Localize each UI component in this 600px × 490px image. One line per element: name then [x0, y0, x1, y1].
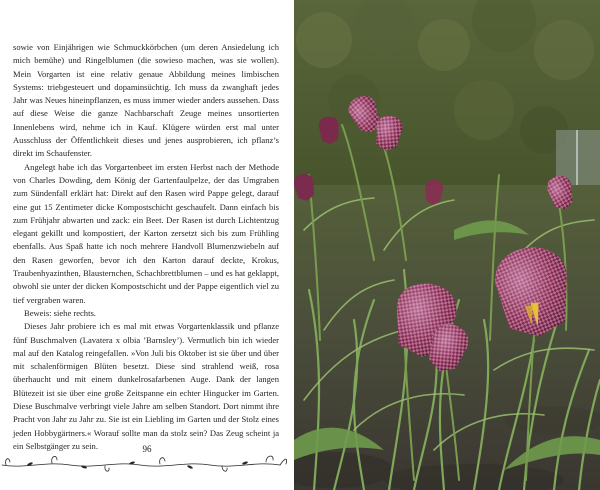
paragraph-2: Angelegt habe ich das Vorgartenbeet im ersten Herbst nach der Methode von Charles Dowding, dem König der Gartenfaulpelze, der das Umgraben zum Sündenfall erklärt hat: Direkt auf den Rasen wird Pappe gelegt, darauf eine gut 15 Zentimeter dicke Kompostschicht geschaufelt. Dann einfach bis zum Frühjahr abwarten und zack: ein Beet. Der Rasen ist durch Lichtentzug elegant gekillt und kompostiert, der Karton zersetzt sich bis zum Frühling ebenfalls. Aus Spaß hatte ich noch mehrere Handvoll Blumenzwiebeln auf den Rasen geworfen, bevor ich den Karton darauf deckte, Krokus, Traubenhyazinthen, Blausternchen, Schachbrettblumen – und es hat geklappt, obwohl sie unter der dicken Kompostschicht und der Pappe eigentlich viel zu tief vergraben waren.: [13, 161, 279, 305]
paragraph-4: Dieses Jahr probiere ich es mal mit etwas Vorgartenklassik und pflanze fünf Buschmalven (Lavatera x olbia ’Barnsley’). Vermutlich bin ich wieder mal auf den Katalog reingefallen. »Von Juli bis Oktober ist sie über und über mit schalenförmigen Blüten besetzt. Diese sind strahlend weiß, rosa überhaucht und mit einem dunkelrosafarbenen Auge. Dank der langen Blütezeit ist sie über eine große Zeitspanne ein echter Hingucker im Garten. Diese Buschmalve verbringt viele Jahre am selben Standort. Dort nimmt ihre Pracht von Jahr zu Jahr zu. Sie ist ein Liebling im Garten und der Stolz eines jeden Hobbygärtners.« Worauf sollte man da stolz sein? Das Zeug scheint ja ein Selbstgänger zu sein.: [13, 321, 279, 451]
vine-flourish-icon: [0, 446, 294, 476]
paragraph-1: sowie von Einjährigen wie Schmuckkörbchen (um deren Ansiedelung ich mich bemühe) und Ringelblumen (die sowieso machen, was sie wollen). Mein Vorgarten ist eine relativ genaue Abbildung meines limbischen Systems: triebgesteuert und dopaminsüchtig. Ich muss da zwanghaft jedes Jahr was Neues hineinpflanzen, es muss immer wieder anders aussehen. Dass auf diese Weise die ganze Nachbarschaft Zeuge meines unsortierten Innenlebens wird, nehme ich in Kauf. Klügere würden erst mal unter Ausschluss der Öffentlichkeit dieses und jenes ausprobieren, ich pflanz’s direkt im Schaufenster.: [13, 42, 279, 159]
body-text: [13, 41, 279, 453]
garden-photo: [294, 0, 600, 490]
text-page: [0, 0, 294, 490]
paragraph-3: Beweis: siehe rechts.: [24, 307, 96, 318]
page-number: 96: [142, 444, 152, 454]
